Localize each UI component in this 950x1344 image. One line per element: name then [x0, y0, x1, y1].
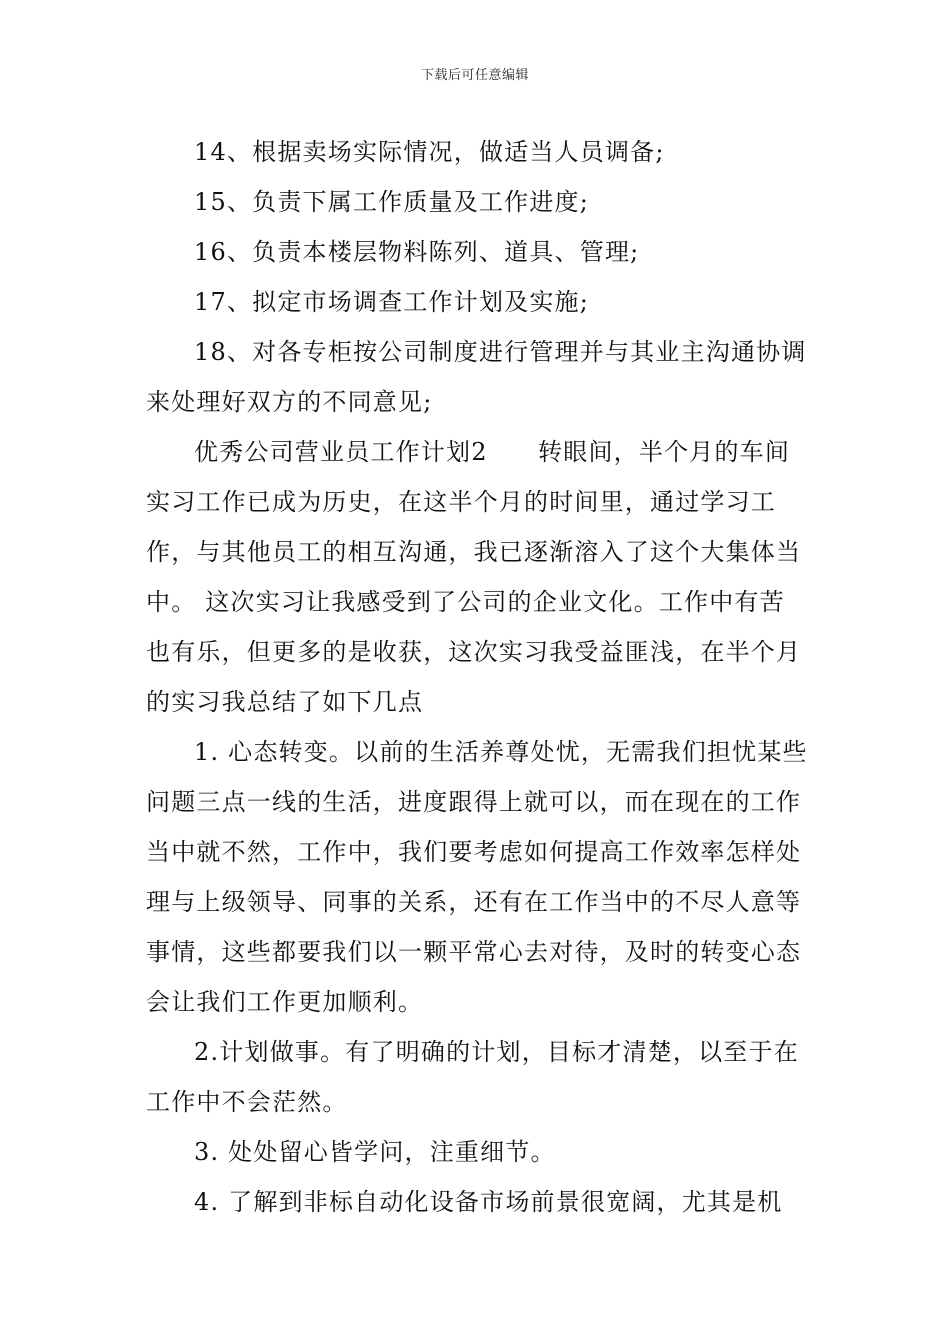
paragraph-15: 15、负责下属工作质量及工作进度;	[194, 188, 590, 216]
paragraph-14: 14、根据卖场实际情况，做适当人员调备;	[194, 138, 665, 166]
document-body	[146, 127, 810, 1227]
paragraph-point-2: 2.计划做事。有了明确的计划，目标才清楚，以至于在工作中不会茫然。	[146, 1038, 799, 1116]
paragraph-point-3: 3. 处处留心皆学问，注重细节。	[194, 1138, 556, 1166]
paragraph-plan-intro: 优秀公司营业员工作计划2 转眼间，半个月的车间实习工作已成为历史，在这半个月的时间里，通过学习工作，与其他员工的相互沟通，我已逐渐溶入了这个大集体当中。 这次实习让我感受到了公司的企业文化。工作中有苦也有乐，但更多的是收获，这次实习我受益匪浅，在半个月的实习我总结了如下几点	[146, 438, 802, 716]
paragraph-16: 16、负责本楼层物料陈列、道具、管理;	[194, 238, 640, 266]
paragraph-point-4: 4. 了解到非标自动化设备市场前景很宽阔，尤其是机	[194, 1188, 783, 1216]
page-header: 下载后可任意编辑	[420, 68, 529, 83]
paragraph-18: 18、对各专柜按公司制度进行管理并与其业主沟通协调来处理好双方的不同意见;	[146, 338, 807, 416]
paragraph-point-1: 1. 心态转变。以前的生活养尊处忧，无需我们担忧某些问题三点一线的生活，进度跟得上就可以，而在现在的工作当中就不然，工作中，我们要考虑如何提高工作效率怎样处理与上级领导、同事的关系，还有在工作当中的不尽人意等事情，这些都要我们以一颗平常心去对待，及时的转变心态会让我们工作更加顺利。	[146, 738, 808, 1016]
paragraph-17: 17、拟定市场调查工作计划及实施;	[194, 288, 590, 316]
